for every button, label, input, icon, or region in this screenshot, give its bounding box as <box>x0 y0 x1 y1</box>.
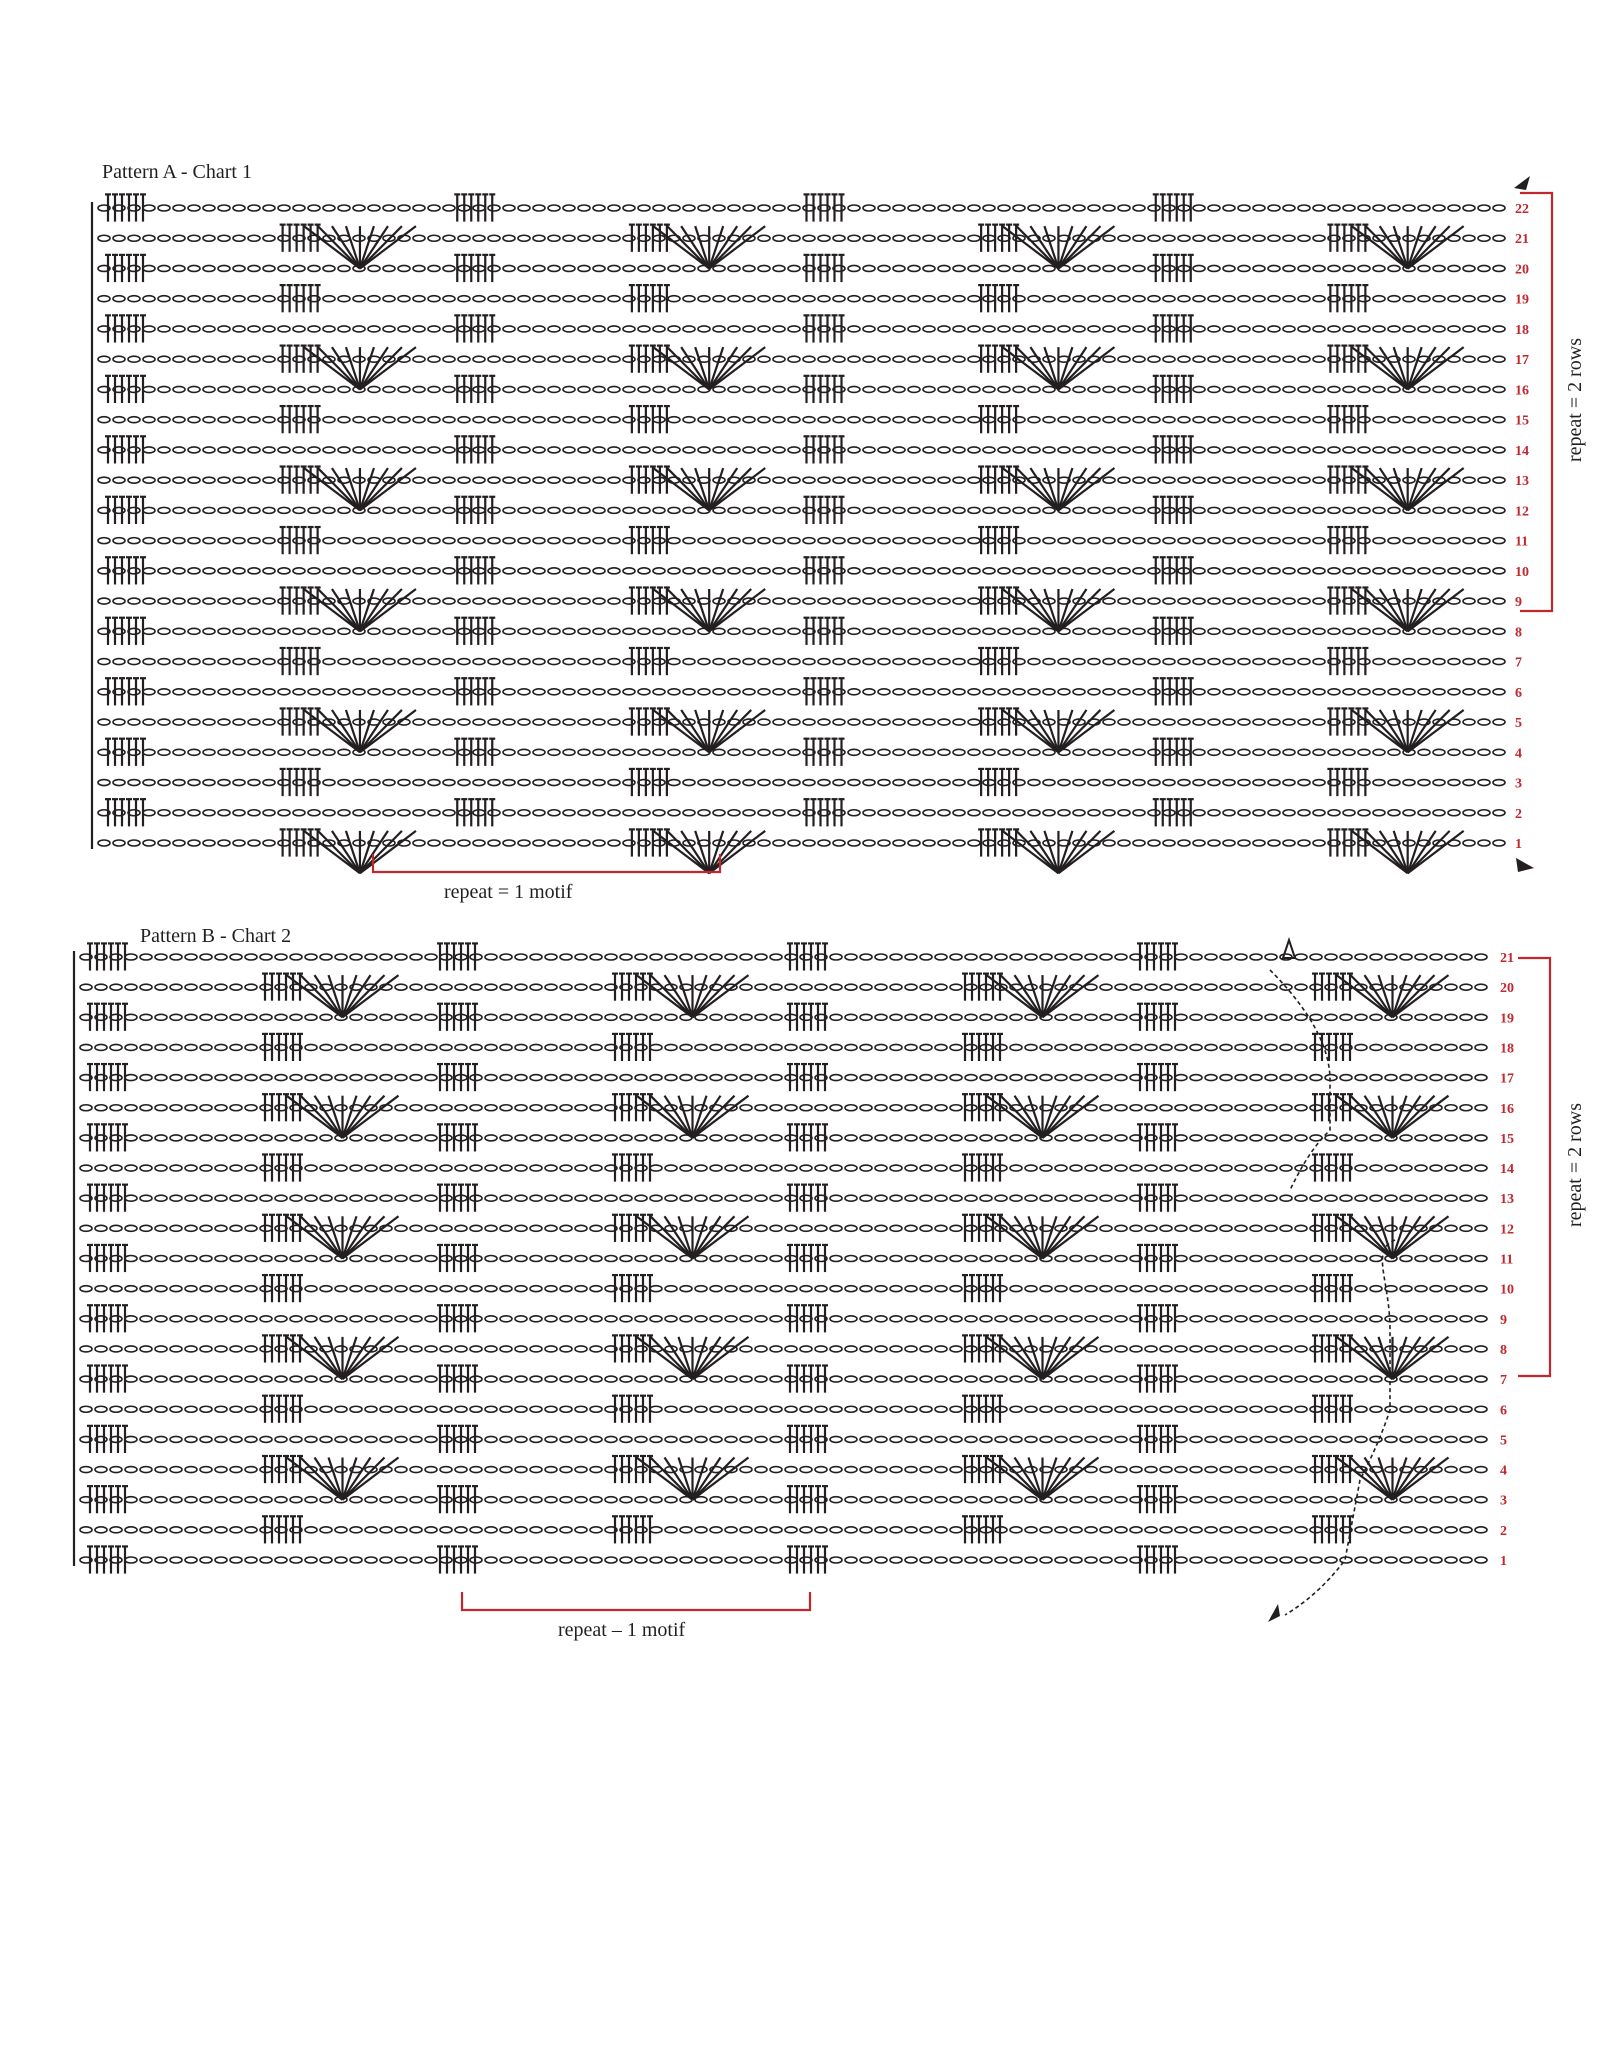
row-number: 12 <box>1515 504 1529 520</box>
stitch-row <box>98 678 1505 705</box>
chart-a-end-arrow-icon <box>1516 858 1534 872</box>
chart-a-start-arrow-icon <box>1514 176 1530 190</box>
stitch-row <box>98 436 1505 463</box>
stitch-row <box>80 1034 1487 1061</box>
stitch-row <box>80 1245 1487 1272</box>
row-number: 16 <box>1500 1101 1514 1117</box>
chart-b-row-numbers <box>1500 951 1514 1569</box>
stitch-row <box>98 225 1505 269</box>
row-number: 11 <box>1500 1252 1514 1268</box>
row-number: 15 <box>1515 413 1529 429</box>
stitch-row <box>80 1486 1487 1513</box>
row-number: 7 <box>1500 1373 1507 1389</box>
row-number: 19 <box>1500 1011 1514 1027</box>
stitch-row <box>98 315 1505 342</box>
stitch-row <box>80 1215 1487 1259</box>
stitch-row <box>98 708 1505 752</box>
chart-a-row-repeat-label: repeat = 2 rows <box>1564 337 1586 463</box>
row-number: 2 <box>1515 806 1522 822</box>
stitch-row <box>80 1275 1487 1302</box>
chart-b-end-arrow-icon <box>1268 1604 1280 1622</box>
stitch-row <box>80 1004 1487 1031</box>
stitch-row <box>80 1516 1487 1543</box>
row-number: 4 <box>1500 1463 1507 1479</box>
stitch-row <box>98 467 1505 511</box>
stitch-row <box>80 974 1487 1018</box>
stitch-row <box>98 527 1505 554</box>
row-number: 1 <box>1500 1554 1507 1569</box>
stitch-row <box>98 769 1505 796</box>
row-number: 15 <box>1500 1131 1514 1147</box>
row-number: 12 <box>1500 1222 1514 1238</box>
row-number: 20 <box>1500 981 1514 997</box>
stitch-row <box>98 497 1505 524</box>
row-number: 3 <box>1500 1493 1507 1509</box>
stitch-row <box>98 648 1505 675</box>
chart-b-stitch-grid <box>74 943 1487 1573</box>
stitch-row <box>80 1456 1487 1500</box>
row-number: 9 <box>1515 595 1522 611</box>
stitch-row <box>80 943 1487 970</box>
stitch-row <box>80 1124 1487 1151</box>
row-number: 14 <box>1500 1162 1514 1178</box>
chart-a-motif-repeat-label: repeat = 1 motif <box>444 881 573 903</box>
row-number: 5 <box>1500 1433 1507 1449</box>
chart-a-title: Pattern A - Chart 1 <box>102 161 252 183</box>
row-number: 17 <box>1500 1071 1514 1087</box>
row-number: 9 <box>1500 1312 1507 1328</box>
row-number: 10 <box>1500 1282 1514 1298</box>
stitch-row <box>80 1366 1487 1393</box>
row-number: 10 <box>1515 564 1529 580</box>
stitch-row <box>80 1546 1487 1573</box>
stitch-row <box>98 557 1505 584</box>
stitch-row <box>98 739 1505 766</box>
stitch-row <box>98 376 1505 403</box>
chart-b-row-repeat-label: repeat = 2 rows <box>1564 1102 1586 1228</box>
chart-b-motif-repeat-bracket <box>462 1592 810 1610</box>
chart-a <box>92 161 1586 903</box>
stitch-row <box>98 346 1505 390</box>
chart-a-stitch-grid <box>92 194 1505 873</box>
stitch-row <box>98 799 1505 826</box>
stitch-row <box>80 1335 1487 1379</box>
stitch-row <box>80 1305 1487 1332</box>
row-number: 11 <box>1515 534 1529 550</box>
row-number: 21 <box>1500 951 1514 966</box>
stitch-row <box>80 1426 1487 1453</box>
stitch-row <box>98 829 1505 873</box>
chart-b <box>74 925 1586 1641</box>
row-number: 13 <box>1515 474 1529 490</box>
row-number: 8 <box>1515 625 1522 641</box>
stitch-row <box>80 1396 1487 1423</box>
row-number: 1 <box>1515 837 1522 852</box>
row-number: 8 <box>1500 1342 1507 1358</box>
chart-b-joining-chain <box>1270 970 1395 1615</box>
row-number: 18 <box>1500 1041 1514 1057</box>
stitch-row <box>80 1064 1487 1091</box>
chart-a-motif-repeat-bracket <box>373 854 720 872</box>
row-number: 13 <box>1500 1192 1514 1208</box>
row-number: 17 <box>1515 353 1529 369</box>
row-number: 21 <box>1515 232 1529 248</box>
row-number: 5 <box>1515 716 1522 732</box>
stitch-row <box>98 587 1505 631</box>
row-number: 6 <box>1515 685 1522 701</box>
row-number: 22 <box>1515 202 1529 217</box>
stitch-row <box>98 618 1505 645</box>
chart-b-motif-repeat-label: repeat – 1 motif <box>558 1619 686 1641</box>
stitch-row <box>98 255 1505 282</box>
chart-a-row-numbers <box>1515 202 1529 852</box>
stitch-row <box>98 285 1505 312</box>
stitch-row <box>80 1094 1487 1138</box>
row-number: 2 <box>1500 1523 1507 1539</box>
row-number: 4 <box>1515 746 1522 762</box>
row-number: 7 <box>1515 655 1522 671</box>
chart-b-start-arrow-icon <box>1283 940 1295 958</box>
row-number: 19 <box>1515 292 1529 308</box>
stitch-row <box>98 406 1505 433</box>
row-number: 3 <box>1515 776 1522 792</box>
row-number: 16 <box>1515 383 1529 399</box>
chart-b-title: Pattern B - Chart 2 <box>140 925 292 947</box>
stitch-row <box>80 1185 1487 1212</box>
row-number: 18 <box>1515 322 1529 338</box>
chart-b-row-repeat-bracket <box>1518 958 1550 1376</box>
stitch-row <box>98 194 1505 221</box>
row-number: 6 <box>1500 1403 1507 1419</box>
stitch-row <box>80 1154 1487 1181</box>
row-number: 14 <box>1515 443 1529 459</box>
row-number: 20 <box>1515 262 1529 278</box>
